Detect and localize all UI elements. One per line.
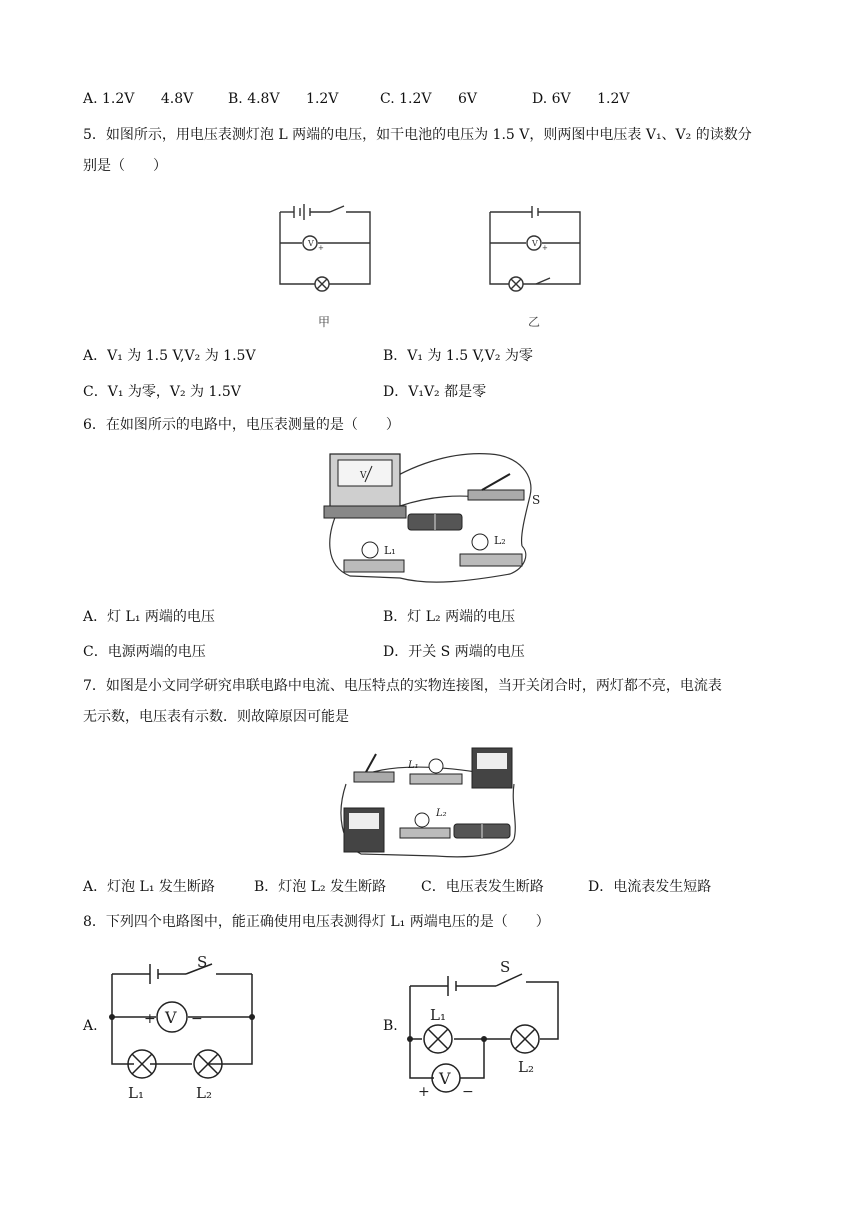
q7-stem-line2: 无示数，电压表有示数．则故障原因可能是 <box>83 709 349 725</box>
q5-stem-line2: 别是（ ） <box>83 158 167 174</box>
q8-fig-a-label[interactable]: A. <box>83 1018 98 1034</box>
q8b-minus: − <box>462 1084 474 1100</box>
q8a-label-l1: L₁ <box>128 1084 144 1102</box>
voltmeter-icon <box>344 808 384 852</box>
q7-option-b[interactable]: B．灯泡 L₂ 发生断路 <box>254 879 387 895</box>
q7-stem-line1: 7．如图是小文同学研究串联电路中电流、电压特点的实物连接图，当开关闭合时，两灯都不亮，电流表 <box>83 678 722 694</box>
q6-option-b[interactable]: B．灯 L₂ 两端的电压 <box>383 609 516 625</box>
q6-option-d[interactable]: D．开关 S 两端的电压 <box>383 644 525 660</box>
bulb-l2-icon <box>460 534 522 566</box>
circuit-jia <box>280 204 370 291</box>
q4-option-a[interactable]: A. 1.2V 4.8V <box>83 91 194 107</box>
q7-option-a[interactable]: A．灯泡 L₁ 发生断路 <box>83 879 215 895</box>
svg-text:V: V <box>532 239 538 248</box>
q7-label-l2: L₂ <box>436 808 447 819</box>
svg-text:V: V <box>360 471 367 481</box>
q7-label-l1: L₁ <box>408 760 419 771</box>
svg-text:+: + <box>318 244 324 252</box>
q8b-label-l2: L₂ <box>518 1058 534 1076</box>
q5-option-a[interactable]: A．V₁ 为 1.5 V,V₂ 为 1.5V <box>83 348 256 364</box>
svg-text:V: V <box>308 239 314 248</box>
q6-label-l2: L₂ <box>494 534 506 547</box>
q6-label-l1: L₁ <box>384 544 396 557</box>
circuit-yi <box>490 206 580 291</box>
q4-option-d[interactable]: D. 6V 1.2V <box>532 91 630 107</box>
q5-stem-line1: 5．如图所示，用电压表测灯泡 L 两端的电压，如干电池的电压为 1.5 V，则两图中电压表 V₁、V₂ 的读数分 <box>83 127 752 143</box>
q8b-voltmeter-v: V <box>439 1069 451 1088</box>
q8a-plus: + <box>144 1011 156 1027</box>
q8a-voltmeter-v: V <box>165 1008 177 1027</box>
battery-icon <box>408 514 462 530</box>
caption-yi: 乙 <box>528 315 541 329</box>
battery-icon <box>454 824 510 838</box>
q7-circuit-photo <box>336 744 522 862</box>
q6-label-s: S <box>532 493 541 507</box>
q6-circuit-photo <box>320 446 546 592</box>
ammeter-icon <box>472 748 512 788</box>
voltmeter-icon <box>324 454 406 518</box>
switch-icon <box>354 754 394 782</box>
q6-option-a[interactable]: A．灯 L₁ 两端的电压 <box>83 609 215 625</box>
q5-option-d[interactable]: D．V₁V₂ 都是零 <box>383 384 487 400</box>
q8b-label-s: S <box>500 958 511 976</box>
q8-stem: 8．下列四个电路图中，能正确使用电压表测得灯 L₁ 两端电压的是（ ） <box>83 914 550 930</box>
q8a-minus: − <box>191 1011 203 1027</box>
q8-circuit-a <box>100 944 270 1104</box>
q8b-plus: + <box>418 1084 430 1100</box>
q8b-label-l1: L₁ <box>430 1006 446 1024</box>
q5-option-b[interactable]: B．V₁ 为 1.5 V,V₂ 为零 <box>383 348 533 364</box>
q7-option-c[interactable]: C．电压表发生断路 <box>421 879 544 895</box>
switch-icon <box>468 474 524 500</box>
svg-text:+: + <box>542 244 548 252</box>
q4-option-b[interactable]: B. 4.8V 1.2V <box>228 91 339 107</box>
caption-jia: 甲 <box>318 315 331 329</box>
q6-stem: 6．在如图所示的电路中，电压表测量的是（ ） <box>83 417 400 433</box>
q8-fig-b-label[interactable]: B. <box>383 1018 398 1034</box>
q4-option-c[interactable]: C. 1.2V 6V <box>380 91 477 107</box>
q6-option-c[interactable]: C．电源两端的电压 <box>83 644 206 660</box>
q5-option-c[interactable]: C．V₁ 为零，V₂ 为 1.5V <box>83 384 241 400</box>
q8a-label-l2: L₂ <box>196 1084 212 1102</box>
q8a-label-s: S <box>197 953 208 971</box>
q8-circuit-b <box>400 944 580 1104</box>
q5-figures <box>270 198 590 333</box>
q7-option-d[interactable]: D．电流表发生短路 <box>588 879 712 895</box>
